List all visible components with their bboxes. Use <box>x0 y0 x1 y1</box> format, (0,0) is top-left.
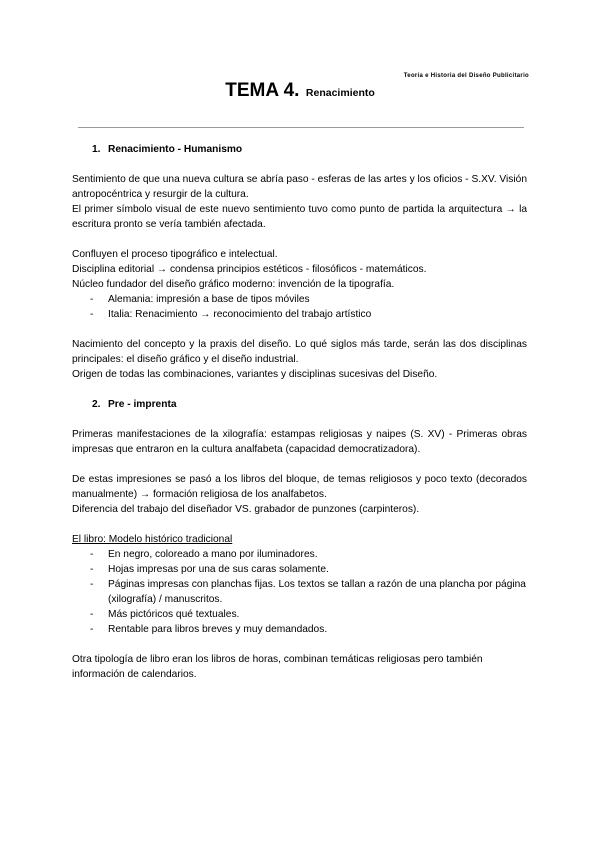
paragraph-line: Diferencia del trabajo del diseñador VS. grabador de punzones (carpinteros). <box>72 504 420 515</box>
dash-bullet-icon: - <box>90 579 94 590</box>
list-item-text: Más pictóricos qué textuales. <box>108 609 240 620</box>
list-item <box>72 292 527 307</box>
paragraph-line: Núcleo fundador del diseño gráfico moderno: invención de la tipografía. <box>72 279 395 290</box>
section-2-heading <box>72 397 527 412</box>
page-title <box>0 80 600 102</box>
section-1-title: Renacimiento - Humanismo <box>108 144 243 155</box>
dash-bullet-icon: - <box>90 624 94 635</box>
paragraph: Primeras manifestaciones de la xilografía: estampas religiosas y naipes (S. XV) - Primeras obras impresas que entraron en la cultura analfabeta (capacidad democratizadora). <box>72 429 527 455</box>
dash-bullet-icon: - <box>90 294 94 305</box>
paragraph: Otra tipología de libro eran los libros de horas, combinan temáticas religiosas pero también información de calendarios. <box>72 654 483 680</box>
section-2-number: 2. <box>92 399 101 410</box>
list-item-text: Páginas impresas con planchas fijas. Los textos se tallan a razón de una plancha por página (xilografía) / manuscritos. <box>108 579 526 605</box>
list-item-text: Hojas impresas por una de sus caras solamente. <box>108 564 329 575</box>
list-item-text: En negro, coloreado a mano por iluminadores. <box>108 549 318 560</box>
page-title-sub: Renacimiento <box>305 87 375 99</box>
paragraph: El primer símbolo visual de este nuevo sentimiento tuvo como punto de partida la arquitectura → la escritura pronto se vería también afectada. <box>72 204 527 230</box>
list-item-text: Alemania: impresión a base de tipos móviles <box>108 294 310 305</box>
page-title-main: TEMA 4. <box>225 80 300 101</box>
section-1-number: 1. <box>92 144 101 155</box>
list-item <box>72 577 527 607</box>
document-body <box>72 142 527 682</box>
paragraph: Sentimiento de que una nueva cultura se abría paso - esferas de las artes y los oficios - S.XV. Visión antropocéntrica y resurgir de la cultura. <box>72 174 527 200</box>
bullet-list <box>72 547 527 637</box>
paragraph-line: Confluyen el proceso tipográfico e intelectual. <box>72 249 278 260</box>
dash-bullet-icon: - <box>90 309 94 320</box>
section-2-title: Pre - imprenta <box>108 399 177 410</box>
list-item <box>72 547 527 562</box>
list-item <box>72 607 527 622</box>
list-item-text: Italia: Renacimiento → reconocimiento del trabajo artístico <box>108 309 372 320</box>
horizontal-divider <box>78 127 524 128</box>
paragraph: De estas impresiones se pasó a los libros del bloque, de temas religiosos y poco texto (decorados manualmente) → formación religiosa de los analfabetos. <box>72 474 527 500</box>
paragraph-line: Origen de todas las combinaciones, variantes y disciplinas sucesivas del Diseño. <box>72 369 438 380</box>
paragraph-line: Disciplina editorial → condensa principios estéticos - filosóficos - matemáticos. <box>72 264 427 275</box>
paragraph: Nacimiento del concepto y la praxis del diseño. Lo qué siglos más tarde, serán las dos disciplinas principales: el diseño gráfico y el diseño industrial. <box>72 339 527 365</box>
document-header-note: Teoría e Historia del Diseño Publicitario <box>403 73 529 79</box>
dash-bullet-icon: - <box>90 564 94 575</box>
section-1-heading <box>72 142 527 157</box>
list-item-text: Rentable para libros breves y muy demandados. <box>108 624 328 635</box>
list-item <box>72 307 527 322</box>
list-item <box>72 622 527 637</box>
subheading: El libro: Modelo histórico tradicional <box>72 534 233 545</box>
list-item <box>72 562 527 577</box>
dash-bullet-icon: - <box>90 609 94 620</box>
bullet-list <box>72 292 527 322</box>
dash-bullet-icon: - <box>90 549 94 560</box>
